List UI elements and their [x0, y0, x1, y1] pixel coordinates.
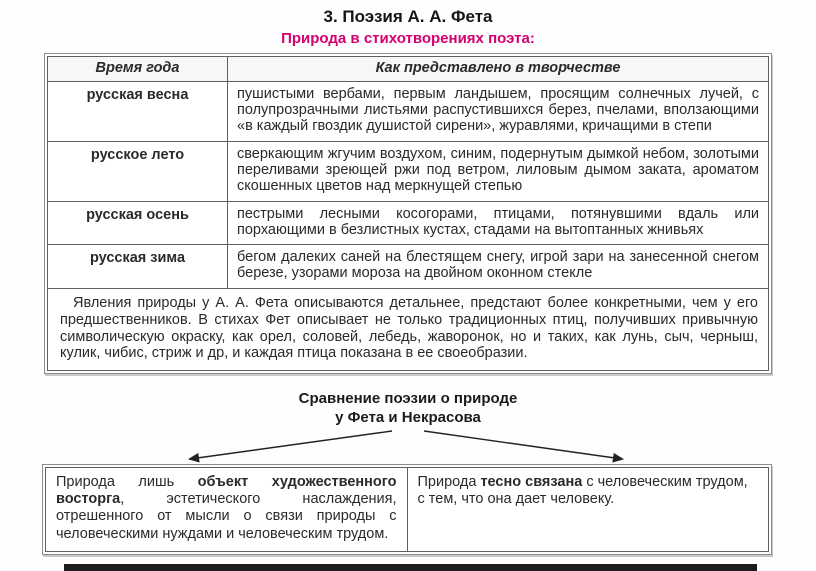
description-cell-spring: пушистыми вербами, первым ландышем, просящим солнечных лучей, с полупрозрачными листьями распустившихся берез, пчелами, вползающими «в каждый гвоздик душистой сирени», журавлями, кричащими в степи: [228, 81, 769, 141]
nekrasov-text-bold: тесно связана: [480, 473, 583, 490]
comparison-heading-line-2: у Фета и Некрасова: [335, 408, 481, 426]
nature-table-frame: [44, 53, 772, 374]
season-cell-spring: русская весна: [48, 81, 228, 141]
comparison-heading: [0, 390, 816, 428]
nature-table-head: [48, 57, 769, 82]
page-title: 3. Поэзия А. А. Фета: [323, 7, 493, 26]
description-cell-winter: бегом далеких саней на блестящем снегу, игрой зари на занесенной снегом березе, узорами мороза на двойном оконном стекле: [228, 245, 769, 289]
comparison-fet-cell: [46, 467, 408, 552]
table-header-representation: Как представлено в творчестве: [228, 57, 769, 82]
table-summary-row: [48, 289, 769, 371]
comparison-arrows: [42, 428, 772, 464]
page-subtitle: Природа в стихотворениях поэта:: [281, 30, 535, 47]
table-row-summer: [48, 141, 769, 201]
comparison-table-body: [46, 467, 769, 552]
comparison-table: [45, 467, 769, 553]
table-summary-cell: Явления природы у А. А. Фета описываются детальнее, предстают более конкретными, чем у его предшественников. В стихах Фет описывает не только традиционных птиц, получивших привычную символическую окраску, как орел, соловей, лебедь, жаворонок, но и таких, как лунь, сыч, черныш, кулик, чибис, стриж и др, и каждая птица показана в ее своеобразии.: [48, 289, 769, 371]
nature-table-body: [48, 81, 769, 370]
comparison-frame: [42, 464, 772, 556]
comparison-nekrasov-cell: [407, 467, 769, 552]
season-cell-summer: русское лето: [48, 141, 228, 201]
season-cell-winter: русская зима: [48, 245, 228, 289]
fet-text-bold: объект художественного восторга: [56, 473, 397, 507]
nekrasov-text-pre: Природа: [417, 473, 481, 490]
fet-text-post: , эстетического наслаждения, отрешенного от мысли о связи природы с человеческими нуждами и человеческим трудом.: [56, 490, 397, 542]
nature-table: [47, 56, 769, 371]
nekrasov-text-post: с человеческим трудом, с тем, что она дает человеку.: [417, 473, 748, 507]
comparison-row: [46, 467, 769, 552]
table-header-season: Время года: [48, 57, 228, 82]
down-left-arrow-icon: [190, 431, 392, 459]
fet-text-pre: Природа лишь: [56, 473, 198, 490]
season-cell-autumn: русская осень: [48, 201, 228, 245]
table-header-row: [48, 57, 769, 82]
description-cell-summer: сверкающим жгучим воздухом, синим, подернутым дымкой небом, золотыми переливами зреющей ржи под ветром, лиловым дымом заката, ароматом скошенных цветов над меркнущей степью: [228, 141, 769, 201]
table-row-winter: [48, 245, 769, 289]
comparison-arrows-svg: [42, 428, 772, 464]
description-cell-autumn: пестрыми лесными косогорами, птицами, потянувшими вдаль или порхающими в безлистных кустах, стадами на вытоптанных жнивьях: [228, 201, 769, 245]
table-row-spring: [48, 81, 769, 141]
bottom-bar: [64, 564, 757, 571]
table-row-autumn: [48, 201, 769, 245]
down-right-arrow-icon: [424, 431, 622, 459]
comparison-heading-line-1: Сравнение поэзии о природе: [298, 390, 518, 407]
